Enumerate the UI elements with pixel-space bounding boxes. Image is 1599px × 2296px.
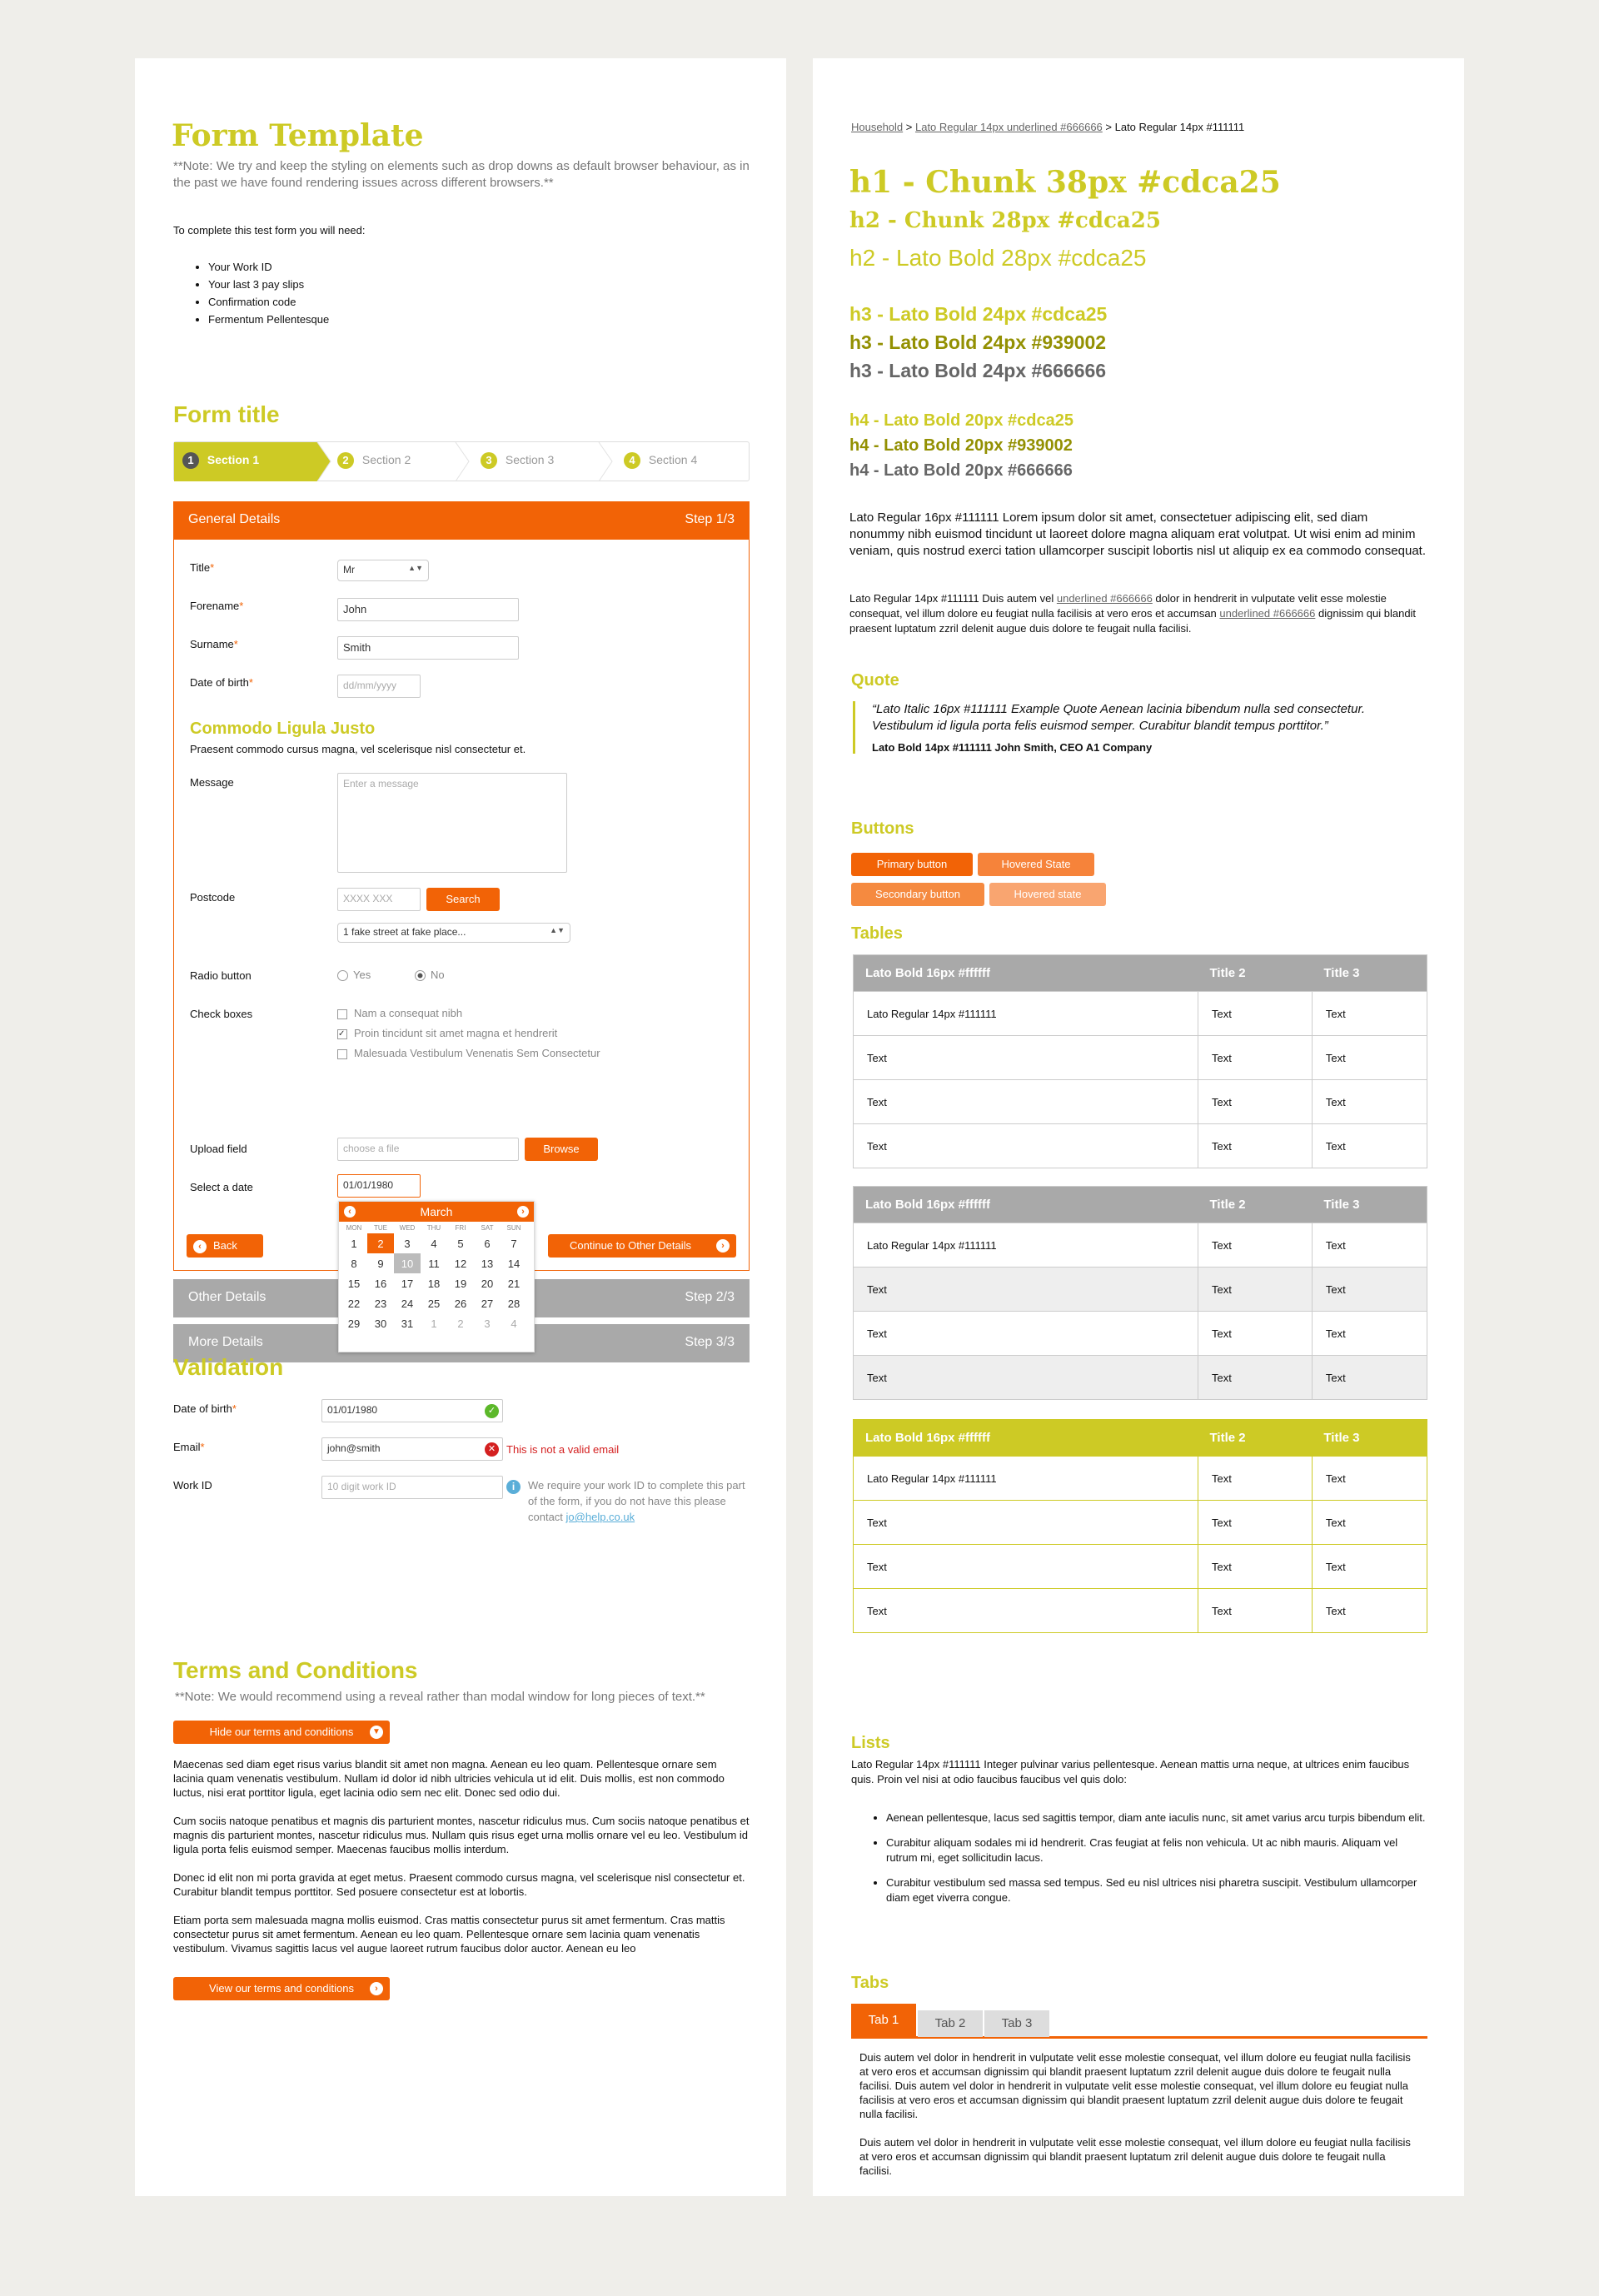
calendar-day[interactable]: 20 [481, 1277, 494, 1290]
step-label: Section 3 [505, 453, 555, 466]
page-title: Form Template [172, 118, 424, 153]
search-button[interactable]: Search [426, 888, 500, 911]
table-row: Text Text Text [854, 1124, 1427, 1168]
table-row: Lato Regular 14px #111111 Text Text [854, 992, 1427, 1036]
table-header: Title 2 [1209, 1198, 1246, 1212]
table-striped [853, 1186, 1427, 1400]
step-label: Section 1 [207, 453, 260, 466]
h1-sample: h1 - Chunk 38px #cdca25 [849, 165, 1281, 200]
message-textarea[interactable]: Enter a message [337, 773, 567, 873]
calendar-day-selected[interactable]: 2 [367, 1233, 394, 1253]
surname-label: Surname* [190, 638, 238, 650]
step-number: 3 [481, 452, 497, 469]
checkbox-icon [337, 1009, 347, 1019]
checkbox-checked-icon: ✓ [337, 1029, 347, 1039]
secondary-hovered-button[interactable]: Hovered state [989, 883, 1106, 906]
table-header-row [854, 1420, 1427, 1457]
needs-list [208, 258, 329, 328]
radio-icon [337, 970, 348, 981]
calendar-day[interactable]: 25 [427, 1297, 441, 1310]
tab-bar [851, 2004, 1427, 2039]
step-3[interactable] [481, 452, 554, 469]
checkbox-2[interactable]: ✓ Proin tincidunt sit amet magna et hendrerit [338, 1027, 558, 1039]
val-dob-label: Date of birth* [173, 1402, 237, 1415]
calendar-day[interactable]: 17 [401, 1277, 414, 1290]
calendar-day[interactable]: 24 [401, 1297, 414, 1310]
date-input[interactable]: 01/01/1980 [337, 1174, 421, 1198]
table-header-row [854, 1187, 1427, 1223]
table-row: Text Text Text [854, 1312, 1427, 1356]
calendar-header [339, 1202, 534, 1222]
calendar-day[interactable]: 8 [351, 1257, 357, 1270]
paragraph-16: Lato Regular 16px #111111 Lorem ipsum dolor sit amet, consectetuer adipiscing elit, sed diam nonummy nibh euismod tincidunt ut laoreet dolore magna aliquam erat volutpat. Ut wisi enim ad minim veniam, quis nostrud exerci tation ullamcorper suscipit lobortis nisl ut aliquip ex ea commodo consequat. [849, 510, 1427, 558]
step-number: 4 [624, 452, 640, 469]
next-month-icon[interactable]: › [517, 1206, 529, 1218]
other-details-bar[interactable]: Other Details Step 2/3 [173, 1279, 750, 1317]
list-item: • Aenean pellentesque, lacus sed sagittis tempor, diam ante iaculis nunc, sit amet varius arcu turpis bibendum elit. [886, 1810, 1427, 1825]
postcode-input[interactable]: XXXX XXX [337, 888, 421, 911]
table-row: Text Text Text [854, 1268, 1427, 1312]
terms-title: Terms and Conditions [173, 1657, 418, 1683]
table-header: Lato Bold 16px #ffffff [865, 1198, 990, 1212]
table-row: Lato Regular 14px #111111 Text Text [854, 1457, 1427, 1501]
chevron-right-icon: › [716, 1239, 730, 1253]
table-header: Lato Bold 16px #ffffff [865, 1431, 990, 1445]
tab-3[interactable]: Tab 3 [984, 2010, 1049, 2037]
calendar-grid: MON TUE WED THU FRI SAT SUN 1 2 3 4 5 6 7 8 9 10 11 12 13 14 15 16 17 18 19 20 21 22 23 24 25 26 27 28 29 30 31 1 2 3 4 [341, 1222, 527, 1333]
calendar-day[interactable]: 15 [347, 1277, 361, 1290]
subsection-title: Commodo Ligula Justo [190, 720, 376, 738]
calendar-day-next[interactable]: 1 [431, 1317, 437, 1330]
table-header: Title 3 [1323, 1431, 1360, 1445]
step-number: 1 [182, 452, 199, 469]
more-details-bar[interactable]: More Details Step 3/3 [173, 1324, 750, 1362]
radio-label: Radio button [190, 969, 252, 982]
calendar-day-today[interactable]: 10 [394, 1253, 421, 1273]
quote-text: “Lato Italic 16px #111111 Example Quote Aenean lacinia bibendum nulla sed consectetur. Vestibulum id ligula porta felis euismod semper. Curabitur blandit tempus porttitor.” [872, 702, 1366, 733]
date-picker [338, 1201, 535, 1352]
list-item: • Fermentum Pellentesque [208, 311, 329, 328]
checkbox-3[interactable]: Malesuada Vestibulum Venenatis Sem Consectetur [337, 1046, 600, 1061]
table-row: Text Text Text [854, 1080, 1427, 1124]
primary-button[interactable]: Primary button [851, 853, 973, 876]
checkbox-icon [337, 1049, 347, 1059]
calendar-day[interactable]: 31 [401, 1317, 414, 1330]
calendar-day[interactable]: 26 [454, 1297, 467, 1310]
table-row: Text Text Text [854, 1589, 1427, 1633]
chevron-left-icon: ‹ [193, 1240, 207, 1253]
table-row: Text Text Text [854, 1356, 1427, 1400]
breadcrumb-link[interactable]: Household [851, 121, 904, 133]
val-dob-input[interactable]: 01/01/1980 ✓ [321, 1399, 503, 1422]
table-row: Lato Regular 14px #111111 Text Text [854, 1223, 1427, 1268]
hide-terms-button[interactable]: Hide our terms and conditions ▼ [173, 1721, 390, 1744]
calendar-day[interactable]: 13 [481, 1257, 494, 1270]
template-note: **Note: We try and keep the styling on elements such as drop downs as default browser behaviour, as in the past we have found rendering issues across different browsers.** [173, 159, 750, 190]
step-1[interactable] [182, 452, 259, 469]
validation-title: Validation [173, 1354, 284, 1380]
calendar-day[interactable]: 3 [404, 1237, 411, 1250]
continue-button[interactable]: Continue to Other Details › [548, 1234, 736, 1258]
check-icon: ✓ [485, 1404, 499, 1418]
message-label: Message [190, 776, 234, 789]
calendar-day-next[interactable]: 4 [511, 1317, 517, 1330]
updown-icon: ▲▼ [408, 564, 423, 572]
calendar-day[interactable]: 29 [347, 1317, 361, 1330]
table-header-row [854, 955, 1427, 992]
calendar-day-next[interactable]: 2 [457, 1317, 464, 1330]
step-indicator: Step 1/3 [685, 512, 735, 526]
style-guide-panel [813, 58, 1464, 2196]
step-2[interactable] [337, 452, 411, 469]
breadcrumb: Household > Lato Regular 14px underlined #666666 > Lato Regular 14px #111111 [851, 121, 1245, 133]
help-email-link[interactable]: jo@help.co.uk [565, 1511, 635, 1523]
section-title: General Details [188, 512, 281, 526]
tabs-title: Tabs [851, 1974, 889, 1992]
error-icon: ✕ [485, 1442, 499, 1457]
table-header: Title 2 [1209, 1431, 1246, 1445]
calendar-day[interactable]: 16 [374, 1277, 387, 1290]
val-email-input[interactable]: john@smith ✕ [321, 1437, 503, 1461]
h2-chunk-sample: h2 - Chunk 28px #cdca25 [849, 208, 1161, 233]
calendar-day[interactable]: 22 [347, 1297, 361, 1310]
back-button[interactable]: ‹ Back [187, 1234, 263, 1258]
val-workid-input[interactable]: 10 digit work ID [321, 1476, 503, 1499]
breadcrumb-link[interactable]: Lato Regular 14px underlined #666666 [914, 121, 1103, 133]
chevron-down-icon: ▼ [370, 1726, 383, 1739]
table-header: Title 3 [1323, 1198, 1360, 1212]
calendar-day[interactable]: 28 [507, 1297, 521, 1310]
form-stepper [173, 441, 750, 481]
calendar-day-next[interactable]: 3 [484, 1317, 491, 1330]
title-select[interactable]: Mr ▲▼ [337, 560, 429, 581]
table-lime [853, 1419, 1427, 1633]
step-4[interactable] [624, 452, 697, 469]
calendar-day[interactable]: 18 [427, 1277, 441, 1290]
val-email-label: Email* [173, 1441, 205, 1453]
secondary-button[interactable]: Secondary button [851, 883, 984, 906]
address-select[interactable]: 1 fake street at fake place... ▲▼ [337, 923, 570, 943]
updown-icon: ▲▼ [550, 926, 565, 934]
table-grey [853, 954, 1427, 1168]
upload-label: Upload field [190, 1143, 247, 1155]
tab-content: Duis autem vel dolor in hendrerit in vulputate velit esse molestie consequat, vel illum dolore eu feugiat nulla facilisis at vero eros et accumsan dignissim qui blandit praesent luptatum zzril delenit augue duis dolore te feugait nulla facilisi. Duis autem vel dolor in hendrerit in vulputate velit esse molestie consequat, vel illum dolore eu feugiat nulla facilisis at vero eros et accumsan dignissim qui blandit praesent luptatum zzril delenit augue duis dolore te feugait nulla facilisi. Duis autem vel dolor in hendrerit in vulputate velit esse molestie consequat, vel illum dolore eu feugiat nulla facilisis at vero eros et accumsan dignissim qui blandit praesent luptatum zril delenit augue duis dolore te feugait nulla facilisi. [859, 2051, 1411, 2177]
workid-help: We require your work ID to complete this part of the form, if you do not have this please contact jo@help.co.uk [528, 1479, 745, 1523]
calendar-day[interactable]: 27 [481, 1297, 494, 1310]
calendar-day[interactable]: 6 [484, 1237, 491, 1250]
radio-checked-icon [415, 970, 426, 981]
lists-title: Lists [851, 1734, 890, 1752]
view-terms-button[interactable]: View our terms and conditions › [173, 1977, 390, 2000]
val-workid-label: Work ID [173, 1479, 212, 1492]
calendar-day[interactable]: 30 [374, 1317, 387, 1330]
quote-cite: Lato Bold 14px #111111 John Smith, CEO A1 Company [872, 741, 1153, 754]
h4-sample-grey: h4 - Lato Bold 20px #666666 [849, 461, 1073, 480]
buttons-title: Buttons [851, 819, 914, 838]
calendar-day[interactable]: 7 [511, 1237, 517, 1250]
table-row: Text Text Text [854, 1036, 1427, 1080]
calendar-day[interactable]: 1 [351, 1237, 357, 1250]
subsection-text: Praesent commodo cursus magna, vel scelerisque nisl consectetur et. [190, 743, 526, 755]
h3-sample-grey: h3 - Lato Bold 24px #666666 [849, 360, 1107, 381]
h3-sample-olive: h3 - Lato Bold 24px #939002 [849, 331, 1107, 353]
bullet-list [886, 1810, 1427, 1905]
calendar-day[interactable]: 12 [454, 1257, 467, 1270]
dob-input[interactable]: dd/mm/yyyy [337, 675, 421, 698]
form-template-panel [135, 58, 786, 2196]
forename-label: Forename* [190, 600, 244, 612]
table-header: Title 3 [1323, 966, 1360, 980]
tab-2[interactable]: Tab 2 [918, 2010, 983, 2037]
h4-sample-lime: h4 - Lato Bold 20px #cdca25 [849, 411, 1073, 430]
upload-input[interactable]: choose a file [337, 1138, 519, 1161]
table-row: Text Text Text [854, 1501, 1427, 1545]
inline-link[interactable]: underlined #666666 [1056, 592, 1153, 605]
surname-input[interactable]: Smith [337, 636, 519, 660]
list-item: • Your last 3 pay slips [208, 276, 329, 293]
lists-intro: Lato Regular 14px #111111 Integer pulvinar varius pellentesque. Aenean mattis urna neque, at ultrices enim faucibus quis. Proin vel nisi at odio faucibus faucibus vel quis dolo: [851, 1758, 1410, 1786]
calendar-day[interactable]: 21 [507, 1277, 521, 1290]
breadcrumb-current: Lato Regular 14px #111111 [1114, 121, 1245, 133]
browse-button[interactable]: Browse [525, 1138, 598, 1161]
list-item: • Curabitur aliquam sodales mi id hendrerit. Cras feugiat at felis non vehicula. Ut ac nibh mauris. Aliquam vel rutrum mi, eget sollicitudin lacus. [886, 1835, 1427, 1865]
radio-no[interactable]: No [415, 968, 445, 983]
h4-sample-olive: h4 - Lato Bold 20px #939002 [849, 436, 1073, 455]
tables-title: Tables [851, 924, 903, 943]
calendar-day[interactable]: 5 [457, 1237, 464, 1250]
calendar-day[interactable]: 4 [431, 1237, 437, 1250]
intro-text: To complete this test form you will need: [173, 224, 366, 237]
forename-input[interactable]: John [337, 598, 519, 621]
table-header: Title 2 [1209, 966, 1246, 980]
table-row: Text Text Text [854, 1545, 1427, 1589]
email-error-text: This is not a valid email [506, 1443, 620, 1456]
calendar-day[interactable]: 9 [377, 1257, 384, 1270]
calendar-day[interactable]: 23 [374, 1297, 387, 1310]
step-label: Section 2 [361, 453, 411, 466]
h2-lato-sample: h2 - Lato Bold 28px #cdca25 [849, 245, 1147, 271]
info-icon: i [506, 1480, 521, 1494]
terms-note: **Note: We would recommend using a reveal rather than modal window for long pieces of text.** [175, 1690, 705, 1704]
chevron-right-icon: › [370, 1982, 383, 1995]
calendar-day[interactable]: 14 [507, 1257, 521, 1270]
radio-yes[interactable]: Yes [337, 968, 371, 983]
calendar-day[interactable]: 11 [428, 1257, 440, 1270]
form-title: Form title [173, 401, 280, 427]
calendar-day[interactable]: 19 [454, 1277, 467, 1290]
list-item: • Confirmation code [208, 293, 329, 311]
blockquote [853, 701, 1419, 754]
terms-text: Maecenas sed diam eget risus varius blandit sit amet non magna. Aenean eu leo quam. Pellentesque ornare sem lacinia quam venenatis vestibulum. Nullam id dolor id nibh ultricies vehicula ut id elit. Duis mollis, est non commodo luctus, nisi erat porttitor ligula, eget lacinia odio sem nec elit. Donec sed odio dui. Cum sociis natoque penatibus et magnis dis parturient montes, nascetur ridiculus mus. Cum sociis natoque penatibus et magnis dis parturient montes, nascetur ridiculus mus. Nullam quis risus eget urna mollis ornare vel eu leo. Vestibulum id ligula porta felis euismod semper. Maecenas faucibus mollis interdum. Donec id elit non mi porta gravida at eget metus. Praesent commodo cursus magna, vel scelerisque nisl consectetur et. Curabitur blandit tempus porttitor. Sed posuere consectetur est at lobortis. Etiam porta sem malesuada magna mollis euismod. Cras mattis consectetur purus sit amet fermentum. Cras mattis consectetur purus sit amet fermentum. Aenean eu leo quam. Pellentesque ornare sem lacinia quam venenatis vestibulum. Vivamus sagittis lacus vel augue laoreet rutrum faucibus dolor auctor. Aenean eu leo [173, 1758, 750, 1955]
primary-hovered-button[interactable]: Hovered State [978, 853, 1094, 876]
check-label: Check boxes [190, 1008, 253, 1020]
dob-label: Date of birth* [190, 676, 253, 689]
step-label: Section 4 [648, 453, 698, 466]
list-item: • Your Work ID [208, 258, 329, 276]
h3-sample-lime: h3 - Lato Bold 24px #cdca25 [849, 303, 1108, 325]
paragraph-14: Lato Regular 14px #111111 Duis autem vel underlined #666666 dolor in hendrerit in vulputate velit esse molestie consequat, vel illum dolore eu feugiat nulla facilisis at vero eros et accumsan underlined #666666 dignissim qui blandit praesent luptatum zzril delenit augue duis dolore te feugait nulla facilisi. [849, 592, 1417, 635]
date-label: Select a date [190, 1181, 253, 1193]
calendar-month: March [420, 1205, 453, 1218]
step-number: 2 [337, 452, 354, 469]
prev-month-icon[interactable]: ‹ [344, 1206, 356, 1218]
inline-link[interactable]: underlined #666666 [1219, 607, 1316, 620]
table-header: Lato Bold 16px #ffffff [865, 966, 990, 980]
postcode-label: Postcode [190, 891, 236, 904]
list-item: • Curabitur vestibulum sed massa sed tempus. Sed eu nisl ultrices nisi pharetra suscipit. Vestibulum ullamcorper diam eget viverra congue. [886, 1875, 1427, 1905]
quote-title: Quote [851, 671, 899, 690]
general-details-header[interactable] [173, 501, 750, 540]
tab-1[interactable]: Tab 1 [851, 2004, 916, 2037]
checkbox-1[interactable]: Nam a consequat nibh [337, 1006, 462, 1021]
title-label: Title* [190, 561, 215, 574]
